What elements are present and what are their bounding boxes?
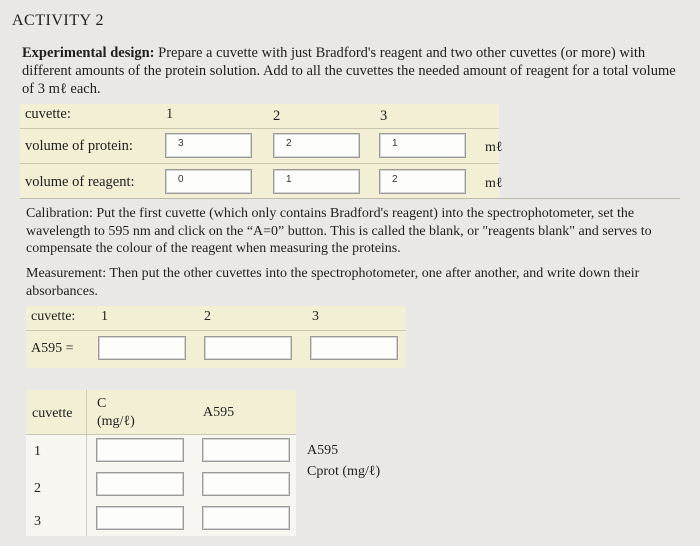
- reagent-volume-field-2[interactable]: 1: [273, 169, 360, 194]
- protein-unit: mℓ: [485, 140, 503, 155]
- experimental-design-paragraph: [22, 44, 687, 98]
- reagent-volume-field-3[interactable]: 2: [379, 169, 466, 194]
- cuvette-number-2: 2: [273, 108, 281, 124]
- protein-volume-field-3[interactable]: 1: [379, 133, 466, 158]
- side-cprot-label: Cprot (mg/ℓ): [307, 464, 381, 479]
- a595-field-2[interactable]: [204, 336, 292, 360]
- protein-volume-field-2[interactable]: 2: [273, 133, 360, 158]
- col-a595-header: A595: [203, 405, 235, 420]
- conc-field-1[interactable]: [96, 438, 184, 462]
- a595-row-field-1[interactable]: [202, 438, 290, 462]
- a595-field-1[interactable]: [98, 336, 186, 360]
- a595-field-3[interactable]: [310, 336, 398, 360]
- row-label-3: 3: [34, 514, 41, 529]
- conc-field-2[interactable]: [96, 472, 184, 496]
- a595-row-field-3[interactable]: [202, 506, 290, 530]
- cuvette-2-number-3: 3: [312, 309, 319, 324]
- col-cuvette-header: cuvette: [32, 406, 73, 421]
- row-label-2: 2: [34, 481, 41, 496]
- cuvette-2-number-1: 1: [101, 309, 108, 324]
- a595-label: A595 =: [31, 341, 74, 356]
- cuvette-number-1: 1: [166, 106, 174, 122]
- measurement-paragraph: Measurement: Then put the other cuvettes into the spectrophotometer, one after another, and write down their absorbances.: [26, 266, 640, 299]
- col-c-unit: (mg/ℓ): [97, 414, 135, 429]
- cuvette-header-label-2: cuvette:: [31, 309, 76, 324]
- a595-row-field-2[interactable]: [202, 472, 290, 496]
- volume-of-protein-label: volume of protein:: [25, 138, 133, 154]
- activity-title: ACTIVITY 2: [12, 12, 104, 29]
- row-label-1: 1: [34, 444, 41, 459]
- reagent-unit: mℓ: [485, 176, 503, 191]
- reagent-volume-field-1[interactable]: 0: [165, 169, 252, 194]
- volume-of-reagent-label: volume of reagent:: [25, 174, 135, 190]
- cuvette-number-3: 3: [380, 108, 388, 124]
- side-a595-label: A595: [307, 443, 339, 458]
- conc-field-3[interactable]: [96, 506, 184, 530]
- cuvette-header-label: cuvette:: [25, 106, 71, 122]
- calibration-paragraph: Calibration: Put the first cuvette (which only contains Bradford's reagent) into the spectrophotometer, set the wavelength to 595 nm and click on the “A=0” button. This is called the blank, or "reagents blank" and serves to compensate the colour of the reagent when measuring the proteins.: [26, 206, 652, 256]
- cuvette-2-number-2: 2: [204, 309, 211, 324]
- design-text: Prepare a cuvette with just Bradford's reagent and two other cuvettes (or more) with different amounts of the protein solution. Add to all the cuvettes the needed amount of reagent for a total volume of 3 mℓ each.: [22, 45, 676, 97]
- protein-volume-field-1[interactable]: 3: [165, 133, 252, 158]
- col-c-header: C: [97, 396, 107, 411]
- design-label: Experimental design:: [22, 45, 155, 61]
